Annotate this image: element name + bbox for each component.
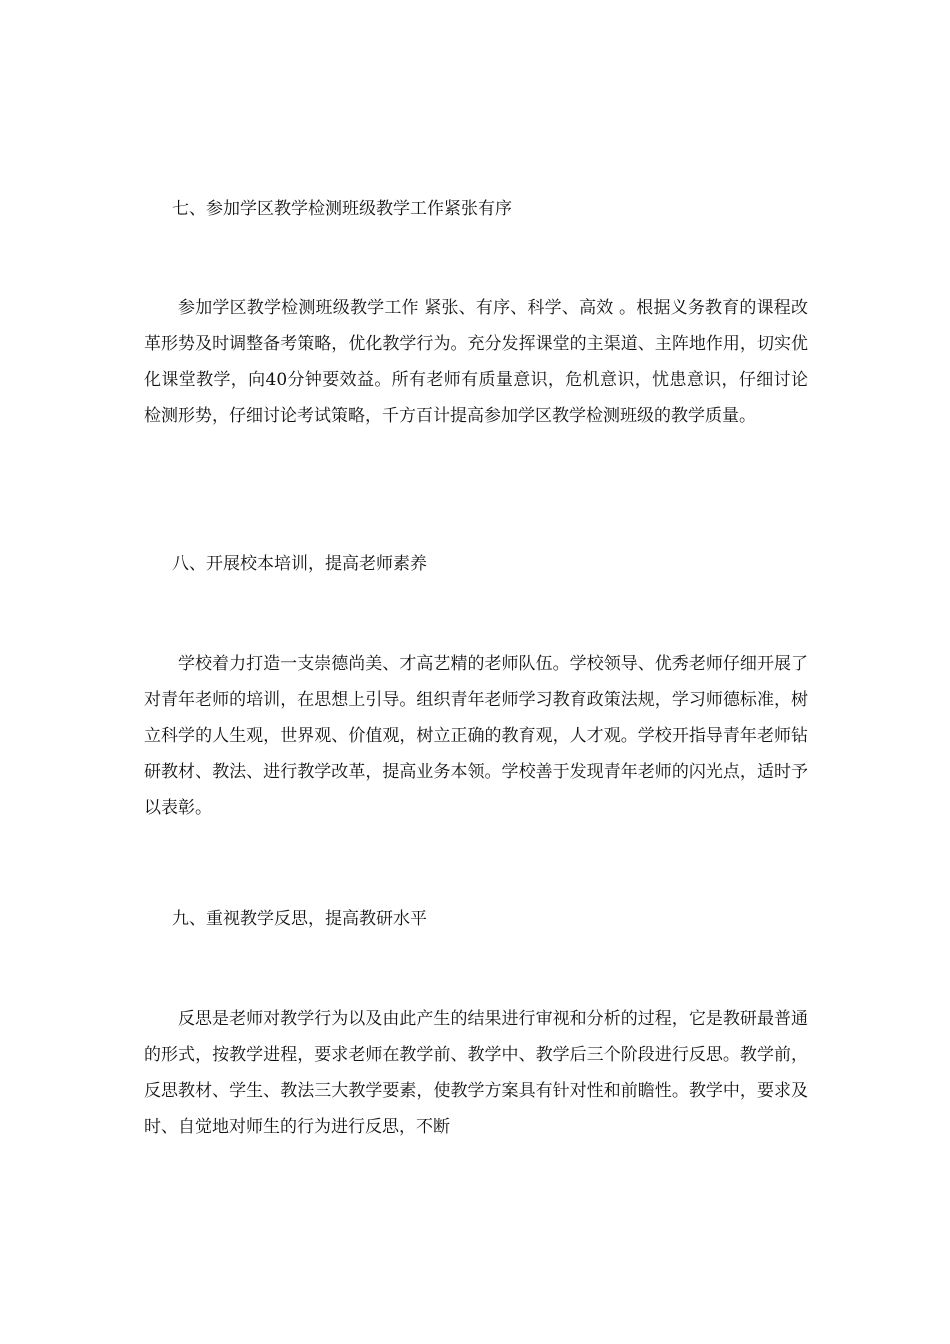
section-paragraph-8: 学校着力打造一支崇德尚美、才高艺精的老师队伍。学校领导、优秀老师仔细开展了对青年老师的培训，在思想上引导。组织青年老师学习教育政策法规，学习师德标准，树立科学的人生观，世界观、价值观，树立正确的教育观，人才观。学校开指导青年老师钻研教材、教法、进行教学改革，提高业务本领。学校善于发现青年老师的闪光点，适时予以表彰。 — [144, 654, 808, 818]
section-paragraph-7: 参加学区教学检测班级教学工作 紧张、有序、科学、高效 。根据义务教育的课程改革形势及时调整备考策略，优化教学行为。充分发挥课堂的主渠道、主阵地作用，切实优化课堂教学，向40分钟要效益。所有老师有质量意识，危机意识，忧患意识，仔细讨论检测形势，仔细讨论考试策略，千方百计提高参加学区教学检测班级的教学质量。 — [144, 298, 808, 426]
section-paragraph-9: 反思是老师对教学行为以及由此产生的结果进行审视和分析的过程，它是教研最普通的形式，按教学进程，要求老师在教学前、教学中、教学后三个阶段进行反思。教学前，反思教材、学生、教法三大教学要素，使教学方案具有针对性和前瞻性。教学中，要求及时、自觉地对师生的行为进行反思，不断 — [144, 1009, 808, 1137]
section-heading-9: 九、重视教学反思，提高教研水平 — [172, 909, 427, 929]
section-heading-8: 八、开展校本培训，提高老师素养 — [172, 554, 427, 574]
section-heading-7: 七、参加学区教学检测班级教学工作紧张有序 — [172, 199, 512, 219]
